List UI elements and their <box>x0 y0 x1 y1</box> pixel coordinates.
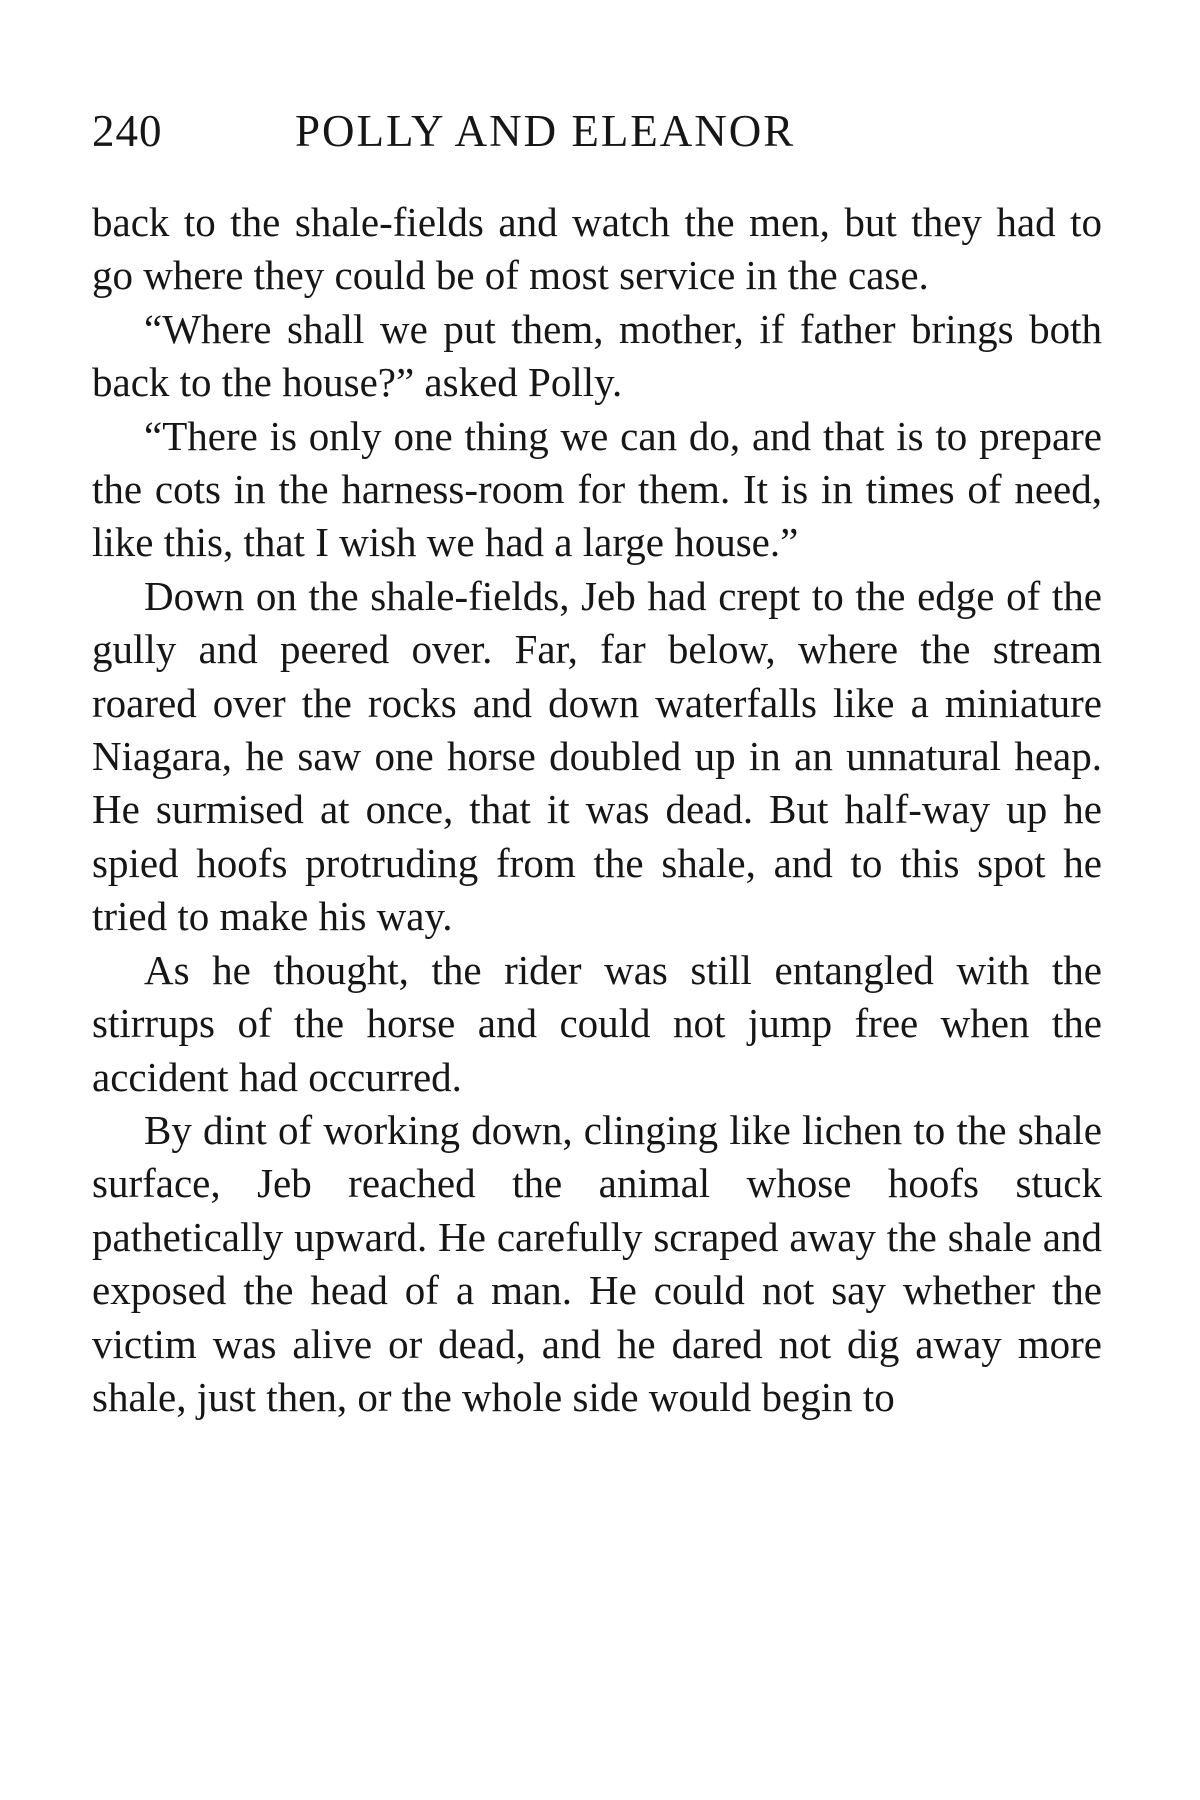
paragraph: “Where shall we put them, mother, if father brings both back to the house?” asked Polly. <box>92 305 1102 406</box>
paragraph: As he thought, the rider was still entangled with the stirrups of the horse and could not jump free when the accident had occurred. <box>92 946 1102 1100</box>
book-title: POLLY AND ELEANOR <box>295 106 796 156</box>
body-text <box>92 196 1102 1424</box>
paragraph: By dint of working down, clinging like lichen to the shale surface, Jeb reached the animal whose hoofs stuck pathetically upward. He carefully scraped away the shale and exposed the head of a man. He could not say whether the victim was alive or dead, and he dared not dig away more shale, just then, or the whole side would begin to <box>92 1106 1102 1420</box>
paragraph-continued: back to the shale-fields and watch the men, but they had to go where they could be of most service in the case. <box>92 199 1102 299</box>
page-number: 240 <box>92 106 163 156</box>
paragraph: “There is only one thing we can do, and that is to prepare the cots in the harness-room for them. It is in times of need, like this, that I wish we had a large house.” <box>92 412 1102 566</box>
running-head <box>92 103 1092 159</box>
paragraph: Down on the shale-fields, Jeb had crept to the edge of the gully and peered over. Far, far below, where the stream roared over the rocks and down waterfalls like a miniature Niagara, he saw one horse doubled up in an unnatural heap. He surmised at once, that it was dead. But half-way up he spied hoofs protruding from the shale, and to this spot he tried to make his way. <box>92 572 1102 940</box>
